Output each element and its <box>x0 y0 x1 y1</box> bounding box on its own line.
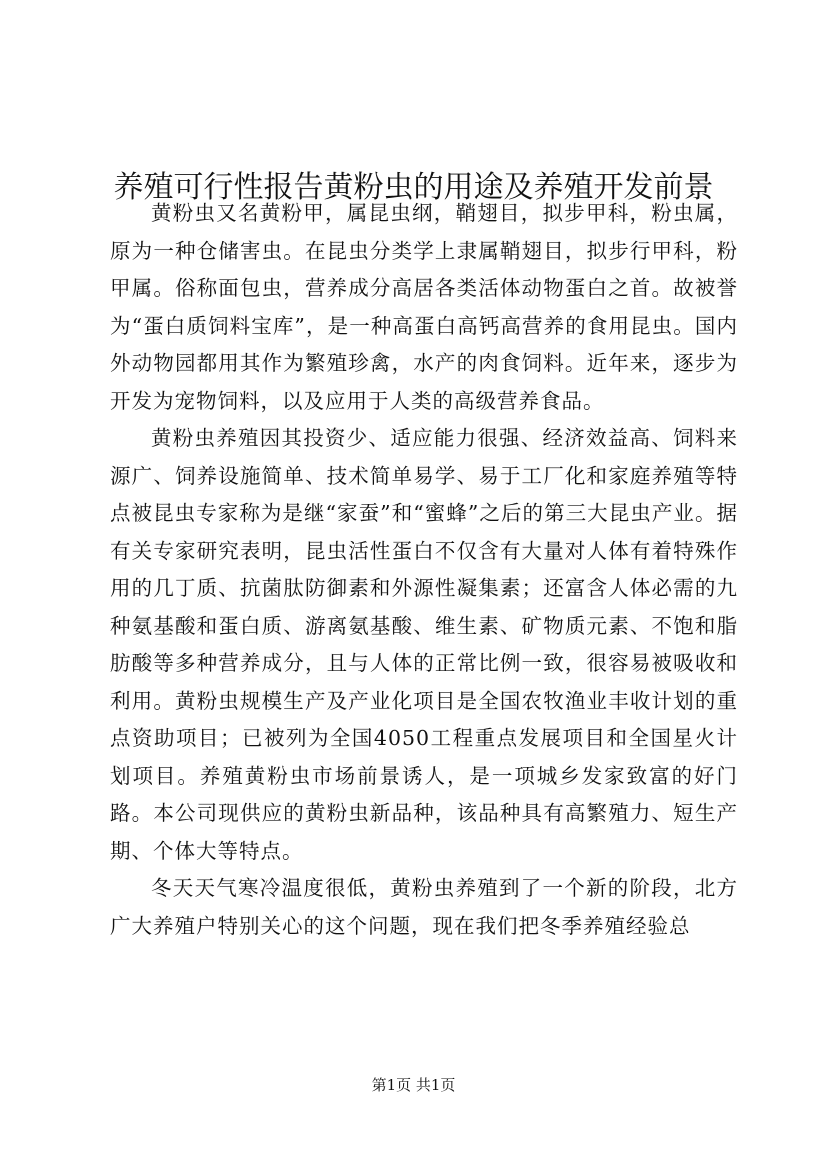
document-body <box>110 195 738 945</box>
paragraph-2: 黄粉虫养殖因其投资少、适应能力很强、经济效益高、饲料来源广、饲养设施简单、技术简单易学、易于工厂化和家庭养殖等特点被昆虫专家称为是继“家蚕”和“蜜蜂”之后的第三大昆虫产业。据有关专家研究表明，昆虫活性蛋白不仅含有大量对人体有着特殊作用的几丁质、抗菌肽防御素和外源性凝集素；还富含人体必需的九种氨基酸和蛋白质、游离氨基酸、维生素、矿物质元素、不饱和脂肪酸等多种营养成分，且与人体的正常比例一致，很容易被吸收和利用。黄粉虫规模生产及产业化项目是全国农牧渔业丰收计划的重点资助项目；已被列为全国4050工程重点发展项目和全国星火计划项目。养殖黄粉虫市场前景诱人，是一项城乡发家致富的好门路。本公司现供应的黄粉虫新品种，该品种具有高繁殖力、短生产期、个体大等特点。 <box>110 426 738 863</box>
page-number-footer: 第1页 共1页 <box>371 1076 456 1094</box>
paragraph-1: 黄粉虫又名黄粉甲，属昆虫纲，鞘翅目，拟步甲科，粉虫属，原为一种仓储害虫。在昆虫分类学上隶属鞘翅目，拟步行甲科，粉甲属。俗称面包虫，营养成分高居各类活体动物蛋白之首。故被誉为“蛋白质饲料宝库”，是一种高蛋白高钙高营养的食用昆虫。国内外动物园都用其作为繁殖珍禽，水产的肉食饲料。近年来，逐步为开发为宠物饲料，以及应用于人类的高级营养食品。 <box>110 201 738 413</box>
document-title: 养殖可行性报告黄粉虫的用途及养殖开发前景 <box>113 170 714 206</box>
paragraph-3: 冬天天气寒冷温度很低，黄粉虫养殖到了一个新的阶段，北方广大养殖户特别关心的这个问题，现在我们把冬季养殖经验总 <box>110 876 738 938</box>
